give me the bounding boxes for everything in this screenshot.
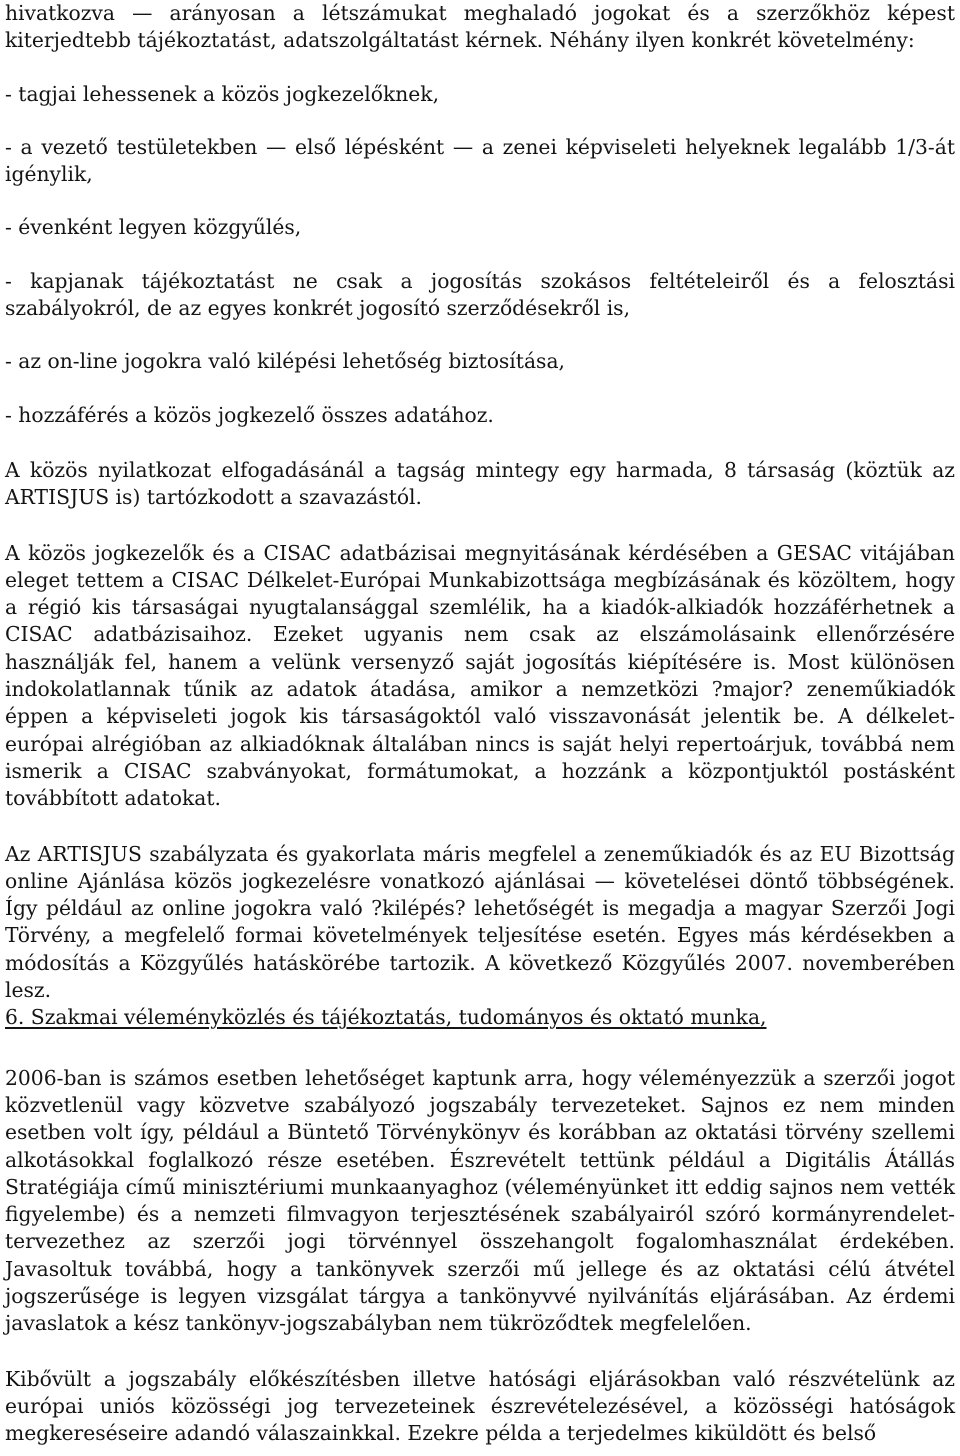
artisjus-paragraph: Az ARTISJUS szabályzata és gyakorlata máris megfelel a zeneműkiadók és az EU Bizottság online Ajánlása közös jogkezelésre vonatkozó ajánlásai — követelései döntő többségének. Így például az online jogokra való ?kilépés? lehetőségét is megadja a magyar Szerzői Jogi Törvény, a megfelelő formai követelmények teljesítése esetén. Egyes más kérdésekben a módosítás a Közgyűlés hatáskörébe tartozik. A következő Közgyűlés 2007. novemberében lesz. bbox=[5, 841, 955, 1003]
final-paragraph: Kibővült a jogszabály előkészítésben illetve hatósági eljárásokban való részvételünk az európai uniós közösségi jog tervezeteinek észrevételezésével, a közösségi hatóságok megkereséseire adandó válaszainkkal. Ezekre példa a terjedelmes kiküldött és belső bbox=[5, 1366, 955, 1446]
section-heading: 6. Szakmai véleményközlés és tájékoztatás, tudományos és oktató munka, bbox=[5, 1005, 767, 1030]
demand-item-online-withdrawal: - az on-line jogokra való kilépési lehetőség biztosítása, bbox=[5, 349, 565, 374]
demand-item-board-seats: - a vezető testületekben — első lépésként — a zenei képviseleti helyeknek legalább 1/3-át igénylik, bbox=[5, 134, 955, 187]
demand-item-data-access: - hozzáférés a közös jogkezelő összes adatához. bbox=[5, 402, 494, 427]
vote-paragraph: A közös nyilatkozat elfogadásánál a tagság mintegy egy harmada, 8 társaság (köztük az ARTISJUS is) tartózkodott a szavazástól. bbox=[5, 457, 955, 510]
document-page bbox=[5, 0, 955, 1447]
opinion-paragraph: 2006-ban is számos esetben lehetőséget kaptunk arra, hogy véleményezzük a szerzői jogot közvetlenül vagy közvetve szabályozó jogszabály tervezeteket. Sajnos ez nem minden esetben volt így, például a Büntető Törvénykönyv és korábban az oktatási törvény szellemi alkotásokkal foglalkozó része esetében. Észrevételt tettünk például a Digitális Átállás Stratégiája című minisztériumi munkaanyaghoz (véleményünket itt eddig sajnos nem vették figyelembe) és a nemzeti filmvagyon terjesztésének szabályairól szóró kormányrendelet-tervezethez az szerzői jogi törvénnyel összehangolt fogalomhasználat érdekében. Javasoltuk továbbá, hogy a tankönyvek szerzői mű jellege és az oktatási célú átvétel jogszerűsége is legyen vizsgálat tárgya a tankönyvvé nyilvánítás eljárásában. Az érdemi javaslatok a kész tankönyv-jogszabályban nem tükröződtek megfelelően. bbox=[5, 1065, 955, 1336]
demand-item-general-assembly: - évenként legyen közgyűlés, bbox=[5, 215, 302, 240]
intro-paragraph: hivatkozva — arányosan a létszámukat meghaladó jogokat és a szerzőkhöz képest kiterjedtebb tájékoztatást, adatszolgáltatást kérnek. Néhány ilyen konkrét követelmény: bbox=[5, 1, 955, 53]
cisac-paragraph: A közös jogkezelők és a CISAC adatbázisai megnyitásának kérdésében a GESAC vitájában eleget tettem a CISAC Délkelet-Európai Munkabizottsága megbízásának és közöltem, hogy a régió kis társaságai nyugtalansággal szemlélik, ha a kiadók-alkiadók hozzáférhetnek a CISAC adatbázisaihoz. Ezeket ugyanis nem csak az elszámolásaink ellenőrzésére használják fel, hanem a velünk versenyző saját jogosítás kiépítésére is. Most különösen indokolatlannak tűnik az adatok átadása, amikor a nemzetközi ?major? zeneműkiadók éppen a képviseleti jogok kis társaságoktól való visszavonását jelentik be. A délkelet-európai alrégióban az alkiadóknak általában nincs is saját helyi repertoárjuk, továbbá nem ismerik a CISAC szabványokat, formátumokat, a hozzánk a központjuktól postásként továbbított adatokat. bbox=[5, 540, 955, 811]
demand-item-membership: - tagjai lehessenek a közös jogkezelőknek, bbox=[5, 81, 440, 106]
demand-item-information: - kapjanak tájékoztatást ne csak a jogosítás szokásos feltételeiről és a felosztási szabályokról, de az egyes konkrét jogosító szerződésekről is, bbox=[5, 268, 955, 321]
